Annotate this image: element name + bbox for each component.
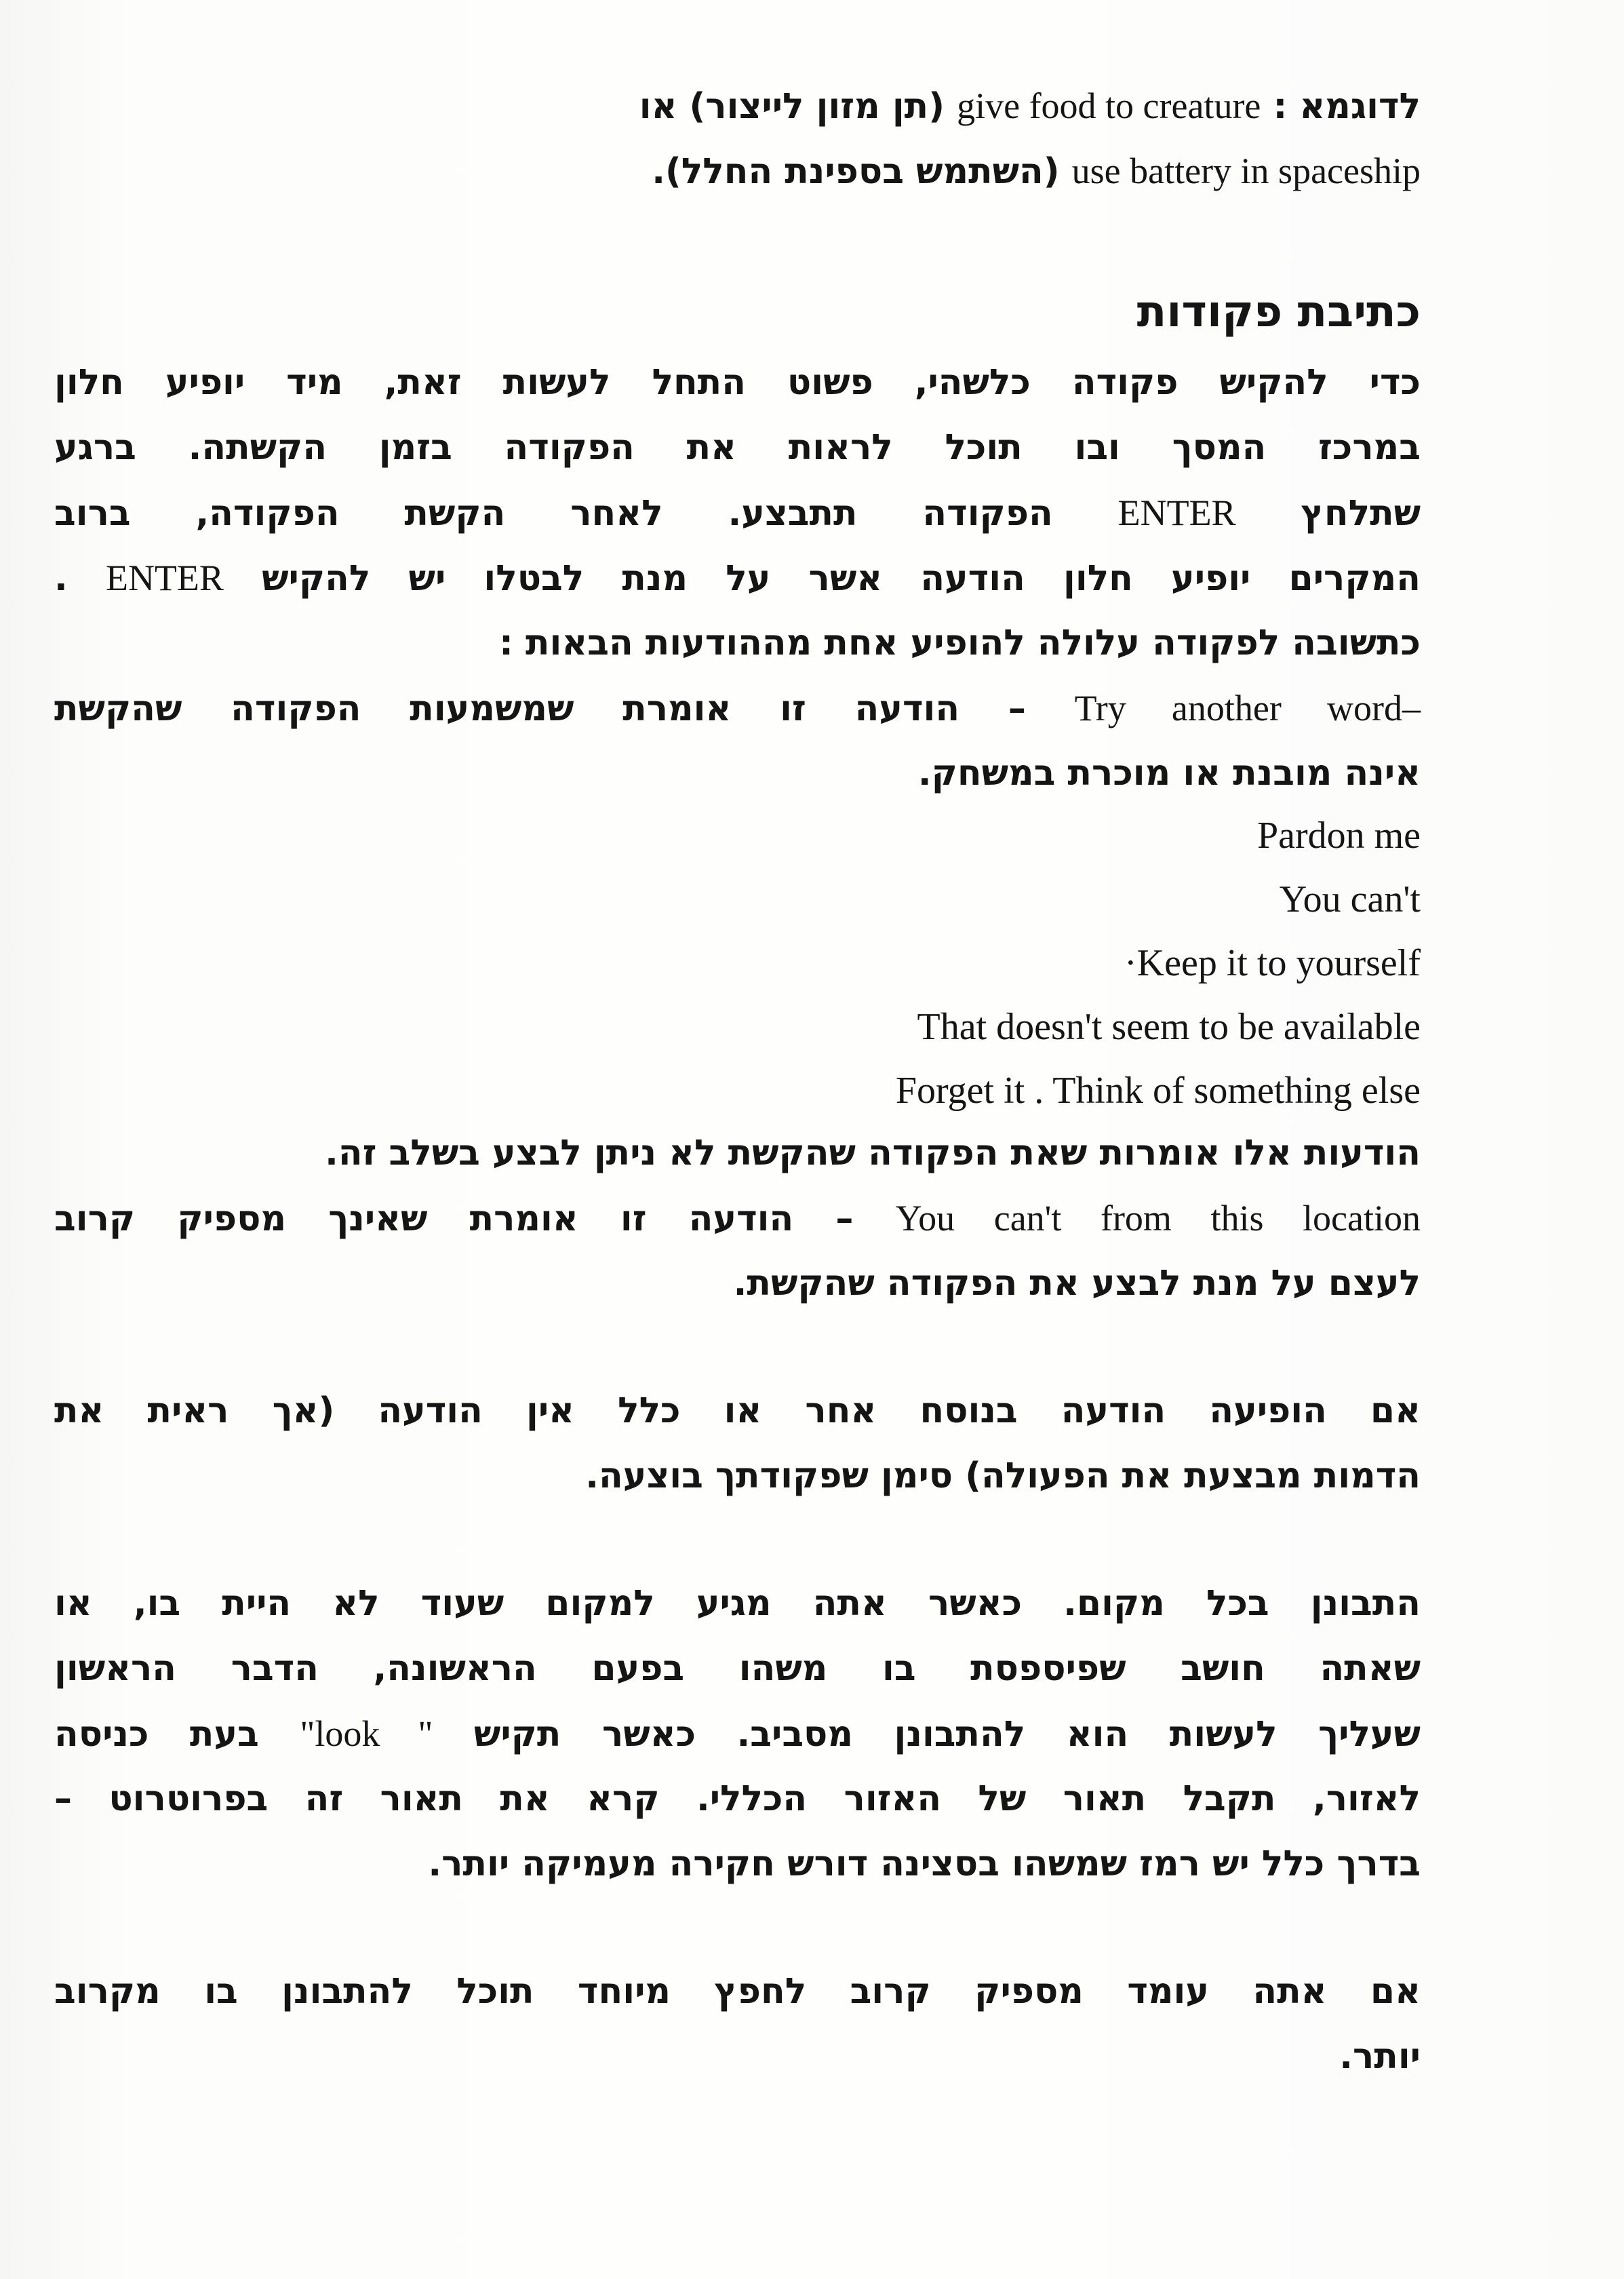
example-command-1: give food to creature	[957, 85, 1261, 126]
example-command-2: use battery in spaceship	[1071, 151, 1421, 191]
location-line-2: לעצם על מנת לבצע את הפקודה שהקשת.	[733, 1263, 1421, 1304]
para3-line-1	[54, 1576, 1421, 1631]
enter-key-text-2: ENTER	[105, 558, 224, 598]
para1-line-3-start: שתלחץ	[1301, 493, 1421, 534]
example-line-1	[639, 79, 1421, 133]
period: .	[54, 558, 68, 599]
para3-line-2: שאתה חושב שפיספסת בו משהו בפעם הראשונה, הדבר הראשון	[54, 1648, 1421, 1689]
para3-line-1-rest: בכל מקום. כאשר אתה מגיע למקום שעוד לא היית בו, או	[54, 1583, 1269, 1624]
para4-line-2: יותר.	[1339, 2036, 1421, 2077]
message-keep-it: ·Keep it to yourself	[1124, 942, 1421, 984]
para3-line-3	[54, 1707, 1421, 1761]
para3-line-4: לאזור, תקבל תאור של האזור הכללי. קרא את תאור זה בפרוטרוט –	[54, 1778, 1421, 1819]
para4-line-1: אם אתה עומד מספיק קרוב לחפץ מיוחד תוכל להתבונן בו מקרוב	[54, 1971, 1421, 2012]
example-command-1-translation: (תן מזון לייצור) או	[639, 86, 945, 127]
para1-line-3-end: הפקודה תתבצע. לאחר הקשת הפקודה, ברוב	[54, 493, 1053, 534]
try-another-line	[54, 681, 1421, 735]
para2-line-1: אם הופיעה הודעה בנוסח אחר או כלל אין הודעה (אך ראית את	[54, 1390, 1421, 1431]
look-command: "look "	[300, 1713, 433, 1754]
message-pardon: Pardon me	[1256, 815, 1421, 857]
para1-line-1: כדי להקיש פקודה כלשהי, פשוט התחל לעשות זאת, מיד יופיע חלון	[54, 362, 1421, 403]
section-heading: כתיבת פקודות	[1136, 287, 1421, 337]
para2-line-2: הדמות מבצעת את הפעולה) סימן שפקודתך בוצעה.	[585, 1456, 1421, 1496]
para1-line-5: כתשובה לפקודה עלולה להופיע אחת מההודעות הבאות :	[499, 623, 1421, 663]
location-explanation: – הודעה זו אומרת שאינך מספיק קרוב	[54, 1199, 854, 1239]
try-another-message: Try another word–	[1074, 688, 1421, 728]
message-you-cant: You can't	[1279, 878, 1421, 920]
example-line-2	[652, 144, 1421, 198]
enter-key-text: ENTER	[1117, 492, 1236, 533]
para3-bold-word: התבונן	[1310, 1583, 1421, 1624]
example-command-2-translation: (השתמש בספינת החלל).	[652, 151, 1060, 192]
try-another-explanation: – הודעה זו אומרת שמשמעות הפקודה שהקשת	[54, 688, 1026, 729]
para1-line-2: במרכז המסך ובו תוכל לראות את הפקודה בזמן הקשתה. ברגע	[54, 427, 1421, 468]
para3-line-3-b: בעת כניסה	[54, 1714, 259, 1755]
location-line	[54, 1191, 1421, 1245]
para3-line-5: בדרך כלל יש רמז שמשהו בסצינה דורש חקירה מעמיקה יותר.	[428, 1844, 1421, 1884]
para1-line-4	[54, 551, 1421, 605]
para1-line-3	[54, 486, 1421, 540]
location-message: You can't from this location	[895, 1198, 1421, 1239]
try-another-line-2: אינה מובנת או מוכרת במשחק.	[917, 753, 1421, 794]
para3-line-3-a: שעליך לעשות הוא להתבונן מסביב. כאשר תקיש	[473, 1714, 1421, 1755]
message-not-available: That doesn't seem to be available	[917, 1006, 1421, 1048]
messages-note: הודעות אלו אומרות שאת הפקודה שהקשת לא ניתן לבצע בשלב זה.	[325, 1133, 1421, 1173]
example-label: לדוגמא :	[1273, 86, 1421, 127]
para1-line-4-text: המקרים יופיע חלון הודעה אשר על מנת לבטלו יש להקיש	[262, 558, 1421, 599]
message-forget-it: Forget it . Think of something else	[895, 1070, 1421, 1112]
